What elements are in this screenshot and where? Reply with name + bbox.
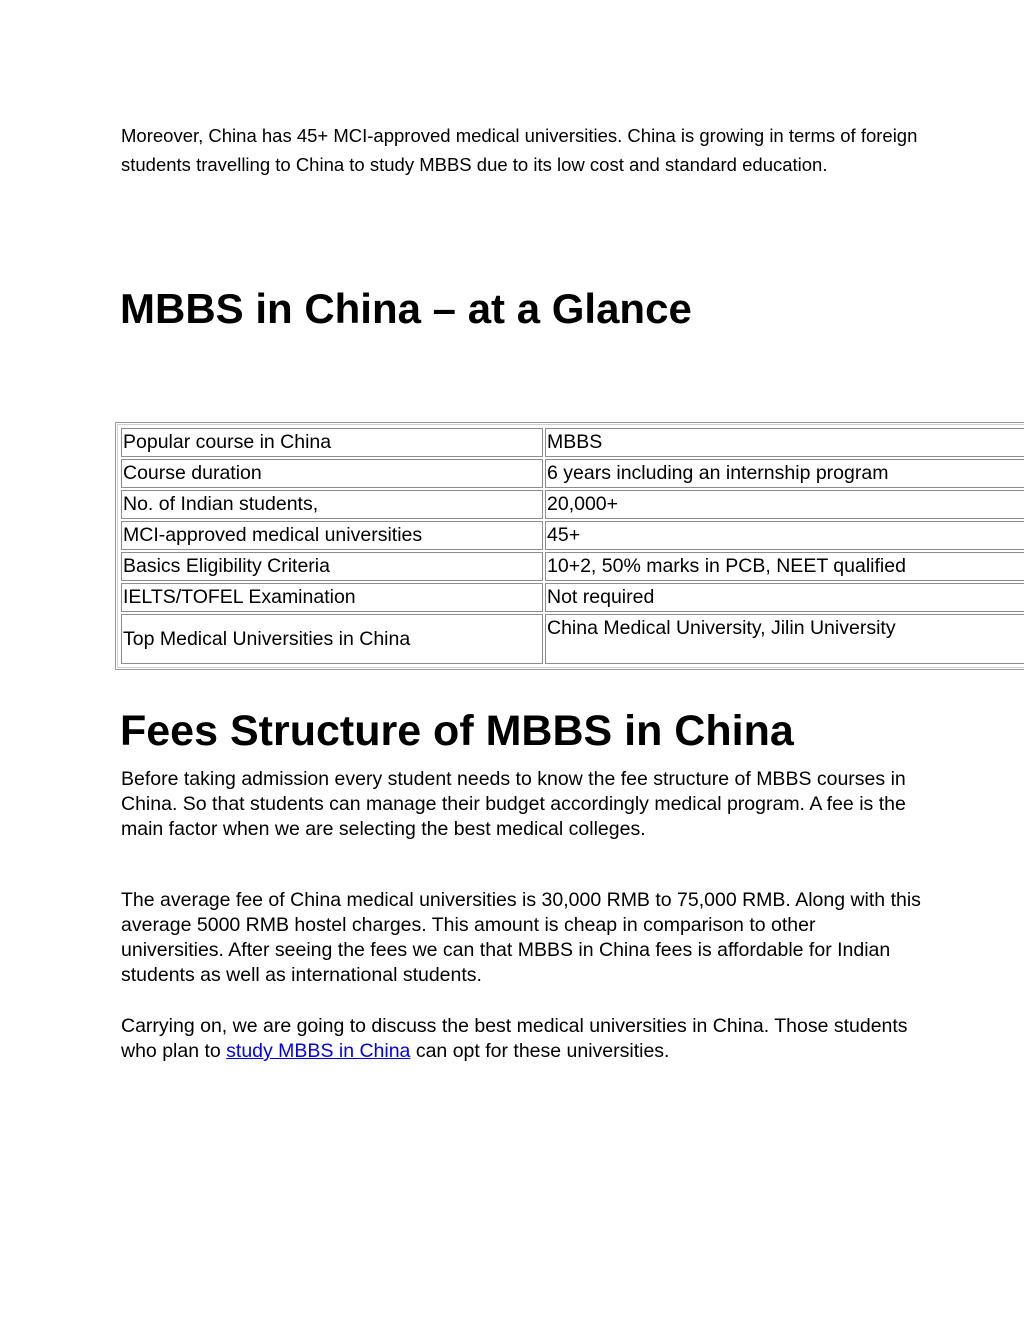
table-cell-label: Course duration — [121, 459, 543, 488]
table-cell-value: 20,000+ — [545, 490, 1024, 519]
fees-paragraph-universities — [121, 1014, 921, 1064]
table-cell-label: Top Medical Universities in China — [121, 614, 543, 664]
table-row — [121, 490, 1024, 519]
table-cell-label: Popular course in China — [121, 428, 543, 457]
table-row — [121, 459, 1024, 488]
glance-table-grid — [119, 426, 1024, 666]
paragraph-text-after-link: can opt for these universities. — [410, 1040, 670, 1062]
table-row — [121, 583, 1024, 612]
table-cell-label: IELTS/TOFEL Examination — [121, 583, 543, 612]
table-row — [121, 614, 1024, 664]
table-cell-value: 45+ — [545, 521, 1024, 550]
table-cell-value: China Medical University, Jilin University — [545, 614, 1024, 664]
glance-table — [115, 422, 1024, 670]
table-cell-label: Basics Eligibility Criteria — [121, 552, 543, 581]
table-row — [121, 552, 1024, 581]
fees-paragraph-average: The average fee of China medical universities is 30,000 RMB to 75,000 RMB. Along with this average 5000 RMB hostel charges. This amount is cheap in comparison to other universities. After seeing the fees we can that MBBS in China fees is affordable for Indian students as well as international students. — [121, 889, 921, 986]
fees-heading: Fees Structure of MBBS in China — [120, 707, 794, 755]
table-row — [121, 428, 1024, 457]
table-row — [121, 521, 1024, 550]
table-cell-value: Not required — [545, 583, 1024, 612]
table-cell-value: MBBS — [545, 428, 1024, 457]
paragraph-text-before-link: Carrying on, we are going to discuss the best medical universities in China. Those students who plan to — [121, 1015, 908, 1062]
fees-paragraph-intro: Before taking admission every student needs to know the fee structure of MBBS courses in China. So that students can manage their budget accordingly medical program. A fee is the main factor when we are selecting the best medical colleges. — [121, 768, 906, 840]
table-cell-label: No. of Indian students, — [121, 490, 543, 519]
study-mbbs-link[interactable]: study MBBS in China — [226, 1040, 411, 1062]
table-cell-label: MCI-approved medical universities — [121, 521, 543, 550]
intro-paragraph: Moreover, China has 45+ MCI-approved medical universities. China is growing in terms of foreign students travelling to China to study MBBS due to its low cost and standard education. — [121, 125, 918, 175]
glance-heading: MBBS in China – at a Glance — [120, 285, 692, 332]
table-cell-value: 6 years including an internship program — [545, 459, 1024, 488]
table-cell-value: 10+2, 50% marks in PCB, NEET qualified — [545, 552, 1024, 581]
